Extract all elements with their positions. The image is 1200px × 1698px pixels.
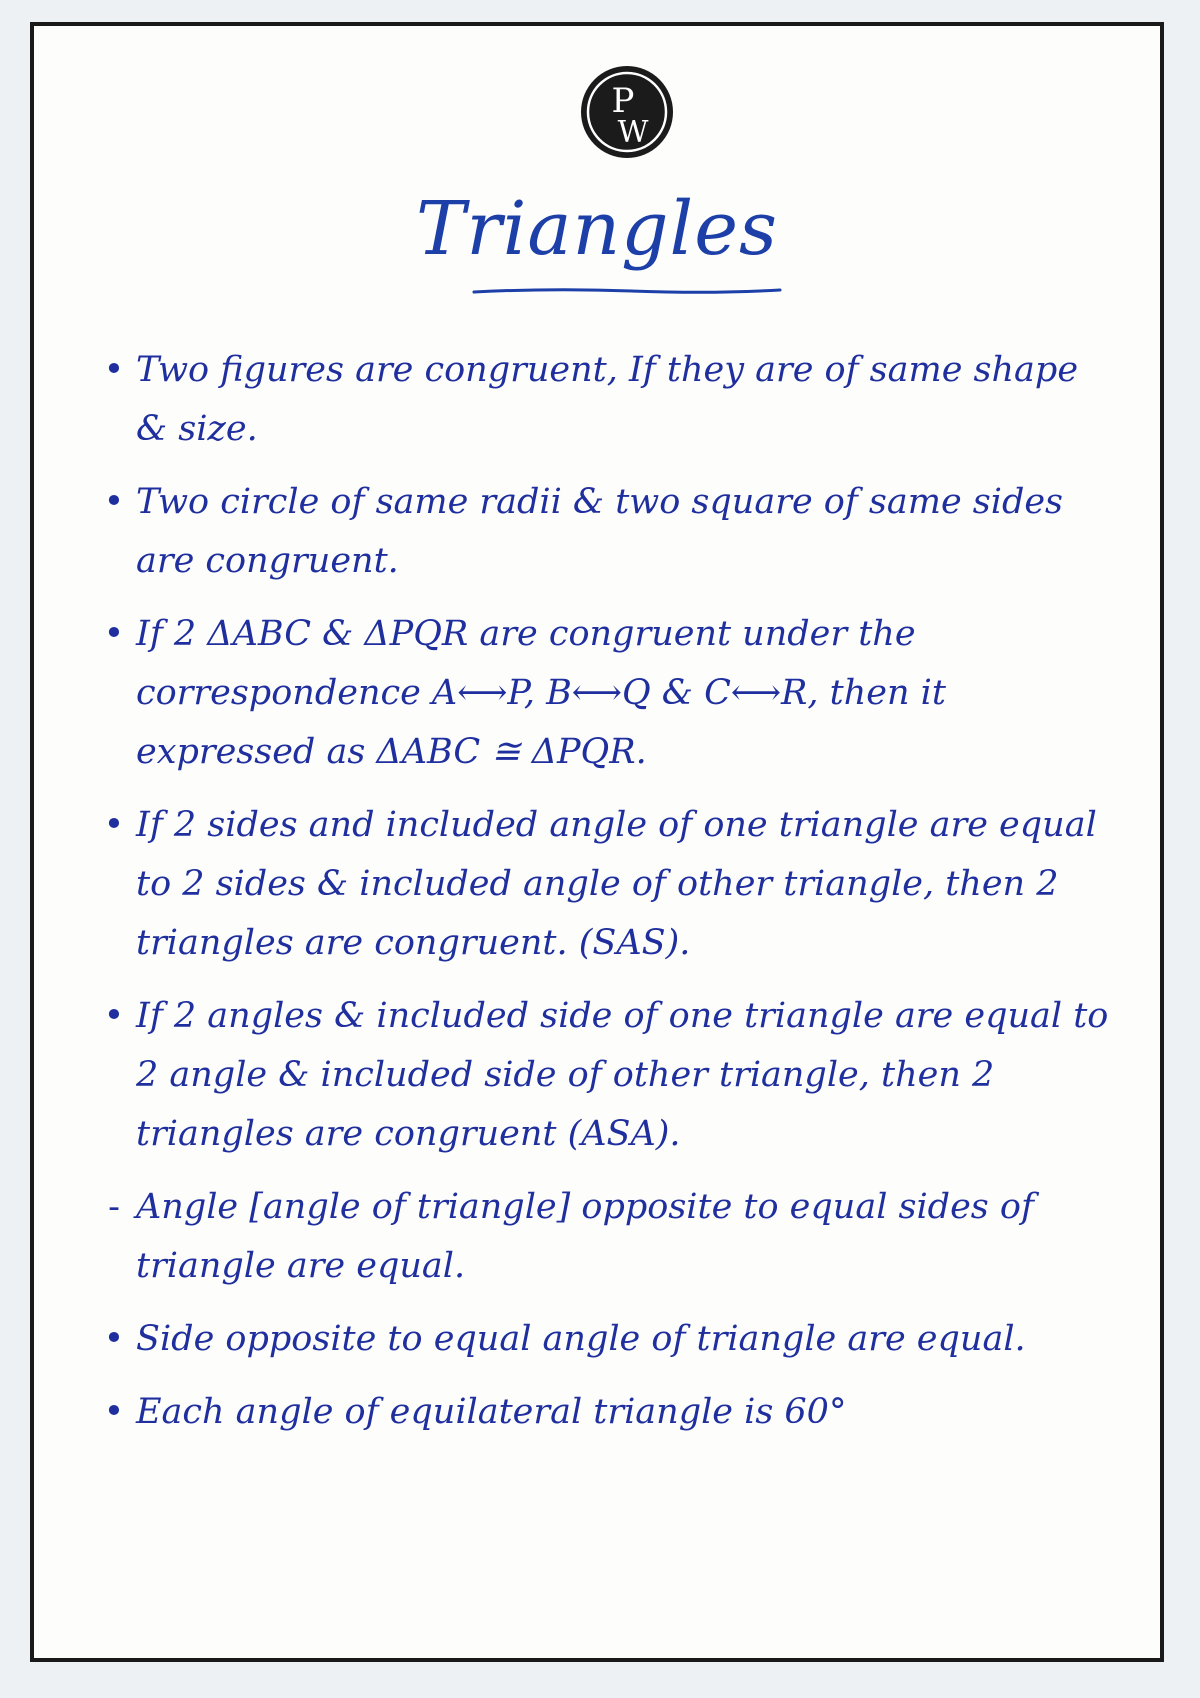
bullet: • — [103, 996, 125, 1036]
note-text: Each angle of equilateral triangle is 60° — [136, 1392, 847, 1432]
logo-letter-bottom: W — [617, 115, 649, 150]
bullet: • — [103, 614, 125, 654]
note-item — [94, 987, 1114, 1164]
bullet: • — [103, 350, 125, 390]
note-text: If 2 sides and included angle of one triangle are equal to 2 sides & included angle of other triangle, then 2 triangles are congruent. (SAS). — [136, 805, 1097, 963]
note-item — [94, 796, 1114, 973]
notes-list — [94, 341, 1114, 1456]
note-item — [94, 341, 1114, 459]
note-text: Two circle of same radii & two square of same sides are congruent. — [136, 482, 1064, 581]
note-item — [94, 1178, 1114, 1296]
note-text: Side opposite to equal angle of triangle are equal. — [136, 1319, 1026, 1359]
note-item — [94, 605, 1114, 782]
note-item — [94, 1383, 1114, 1442]
bullet: • — [103, 1319, 125, 1359]
note-text: If 2 ΔABC & ΔPQR are congruent under the correspondence A⟷P, B⟷Q & C⟷R, then it expressed as ΔABC ≅ ΔPQR. — [136, 614, 946, 772]
pw-logo-icon — [579, 64, 675, 160]
title-underline — [472, 286, 782, 298]
logo-letter-top: P — [611, 81, 635, 121]
note-text: If 2 angles & included side of one triangle are equal to 2 angle & included side of other triangle, then 2 triangles are congruent (ASA). — [136, 996, 1109, 1154]
note-text: Angle [angle of triangle] opposite to equal sides of triangle are equal. — [136, 1187, 1034, 1286]
note-item — [94, 473, 1114, 591]
bullet: • — [103, 482, 125, 522]
notes-page — [30, 22, 1164, 1662]
bullet: - — [108, 1187, 120, 1227]
bullet: • — [103, 1392, 125, 1432]
note-item — [94, 1310, 1114, 1369]
note-text: Two figures are congruent, If they are of same shape & size. — [136, 350, 1079, 449]
page-title: Triangles — [416, 186, 778, 272]
bullet: • — [103, 805, 125, 845]
